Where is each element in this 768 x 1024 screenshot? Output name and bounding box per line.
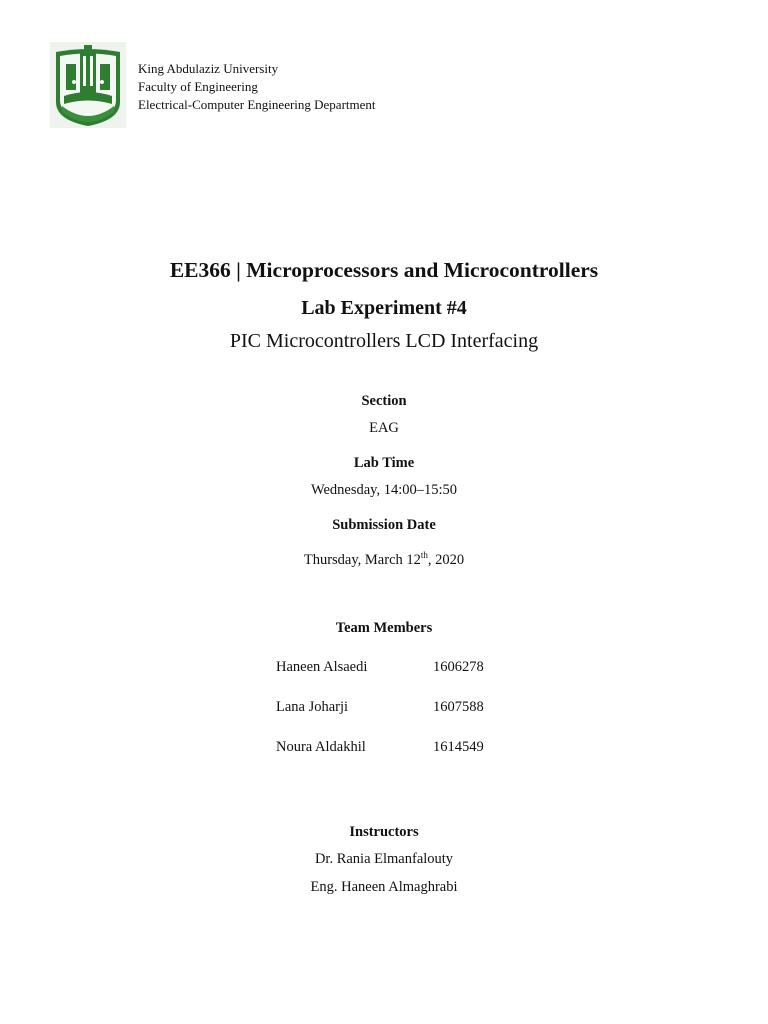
team-member-name: Noura Aldakhil <box>276 739 366 755</box>
lab-topic: PIC Microcontrollers LCD Interfacing <box>229 330 539 352</box>
team-member-id: 1607588 <box>433 699 484 715</box>
faculty-name: Faculty of Engineering <box>138 79 258 94</box>
team-member-id: 1614549 <box>433 739 484 755</box>
team-members-label: Team Members <box>335 620 433 636</box>
lab-title: Lab Experiment #4 <box>301 297 467 319</box>
submission-date-year: , 2020 <box>427 551 465 568</box>
instructors-label: Instructors <box>349 824 419 840</box>
university-name: King Abdulaziz University <box>138 61 279 76</box>
team-member-name: Haneen Alsaedi <box>276 659 368 675</box>
department-name: Electrical-Computer Engineering Department <box>138 97 376 112</box>
university-header <box>138 60 376 114</box>
submission-date-ordinal: th <box>420 550 428 560</box>
course-title: EE366 | Microprocessors and Microcontrollers <box>169 258 599 282</box>
submission-date-value <box>0 550 768 569</box>
section-label: Section <box>361 393 407 409</box>
kau-crest-icon <box>50 42 126 128</box>
instructor-name: Eng. Haneen Almaghrabi <box>310 879 458 895</box>
submission-date-label: Submission Date <box>332 517 436 533</box>
team-member-id: 1606278 <box>433 659 484 675</box>
team-member-name: Lana Joharji <box>276 699 349 715</box>
lab-time-label: Lab Time <box>353 455 415 471</box>
submission-date-main: Thursday, March 12 <box>303 551 421 568</box>
section-value: EAG <box>369 420 399 436</box>
lab-time-value: Wednesday, 14:00–15:50 <box>310 482 458 498</box>
instructor-name: Dr. Rania Elmanfalouty <box>314 851 454 867</box>
